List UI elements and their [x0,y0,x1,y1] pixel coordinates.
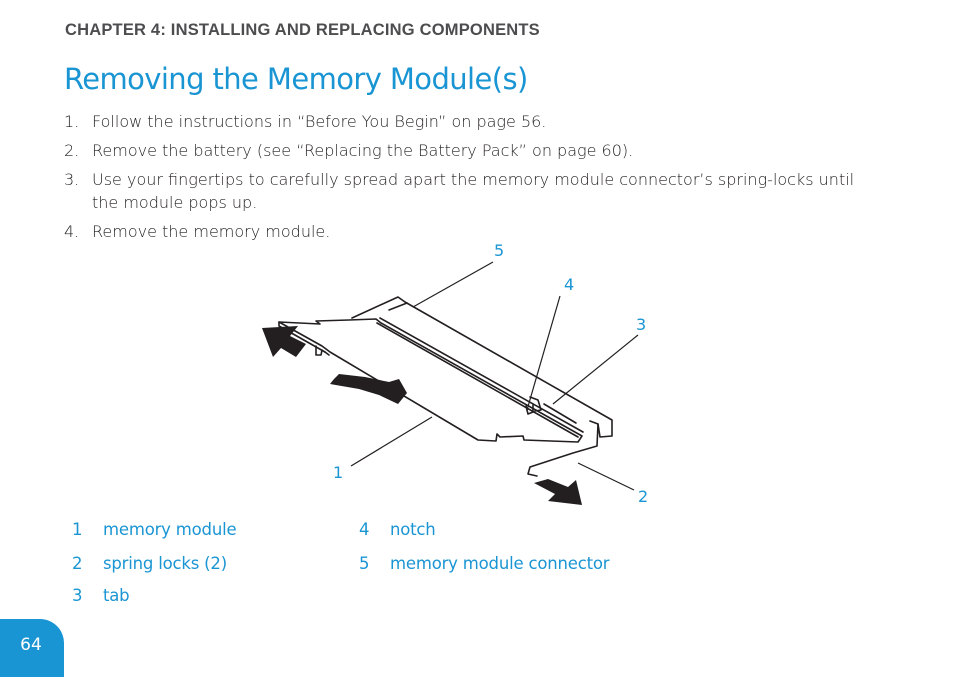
callout-1: 1 [333,463,344,482]
callout-2: 2 [638,487,649,506]
step-text: Use your fingertips to carefully spread apart the memory module connector’s spring-locks until the module pops up. [92,170,855,212]
arrow-icon [534,479,582,505]
step-text: Follow the instructions in “Before You Begin” on page 56. [92,112,547,131]
callout-4: 4 [564,275,575,294]
step-item [64,110,884,133]
step-number: 1. [64,112,80,131]
legend-number: 4 [359,520,370,539]
legend-label: notch [390,520,436,539]
legend-number: 1 [72,520,83,539]
step-number: 3. [64,170,80,189]
memory-module-illustration [250,238,670,514]
page-title: Removing the Memory Module(s) [64,62,528,96]
step-item [64,168,884,214]
instruction-steps [64,110,884,249]
step-text: Remove the battery (see “Replacing the Battery Pack” on page 60). [92,141,634,160]
step-number: 4. [64,222,80,241]
legend-label: memory module connector [390,554,610,573]
step-text: Remove the memory module. [92,222,331,241]
arrow-icon [262,326,306,357]
page-number: 64 [20,635,42,655]
memory-module-drawing [279,319,582,442]
step-number: 2. [64,141,80,160]
legend-number: 3 [72,586,83,605]
legend-number: 5 [359,554,370,573]
legend-number: 2 [72,554,83,573]
callout-5: 5 [494,241,505,260]
callout-3: 3 [636,315,647,334]
legend-label: memory module [103,520,237,539]
chapter-heading: CHAPTER 4: INSTALLING AND REPLACING COMPONENTS [65,21,540,39]
arrow-icon [330,374,407,404]
step-item [64,139,884,162]
page-number-tab [0,619,64,677]
legend-label: spring locks (2) [103,554,227,573]
legend-label: tab [103,586,130,605]
